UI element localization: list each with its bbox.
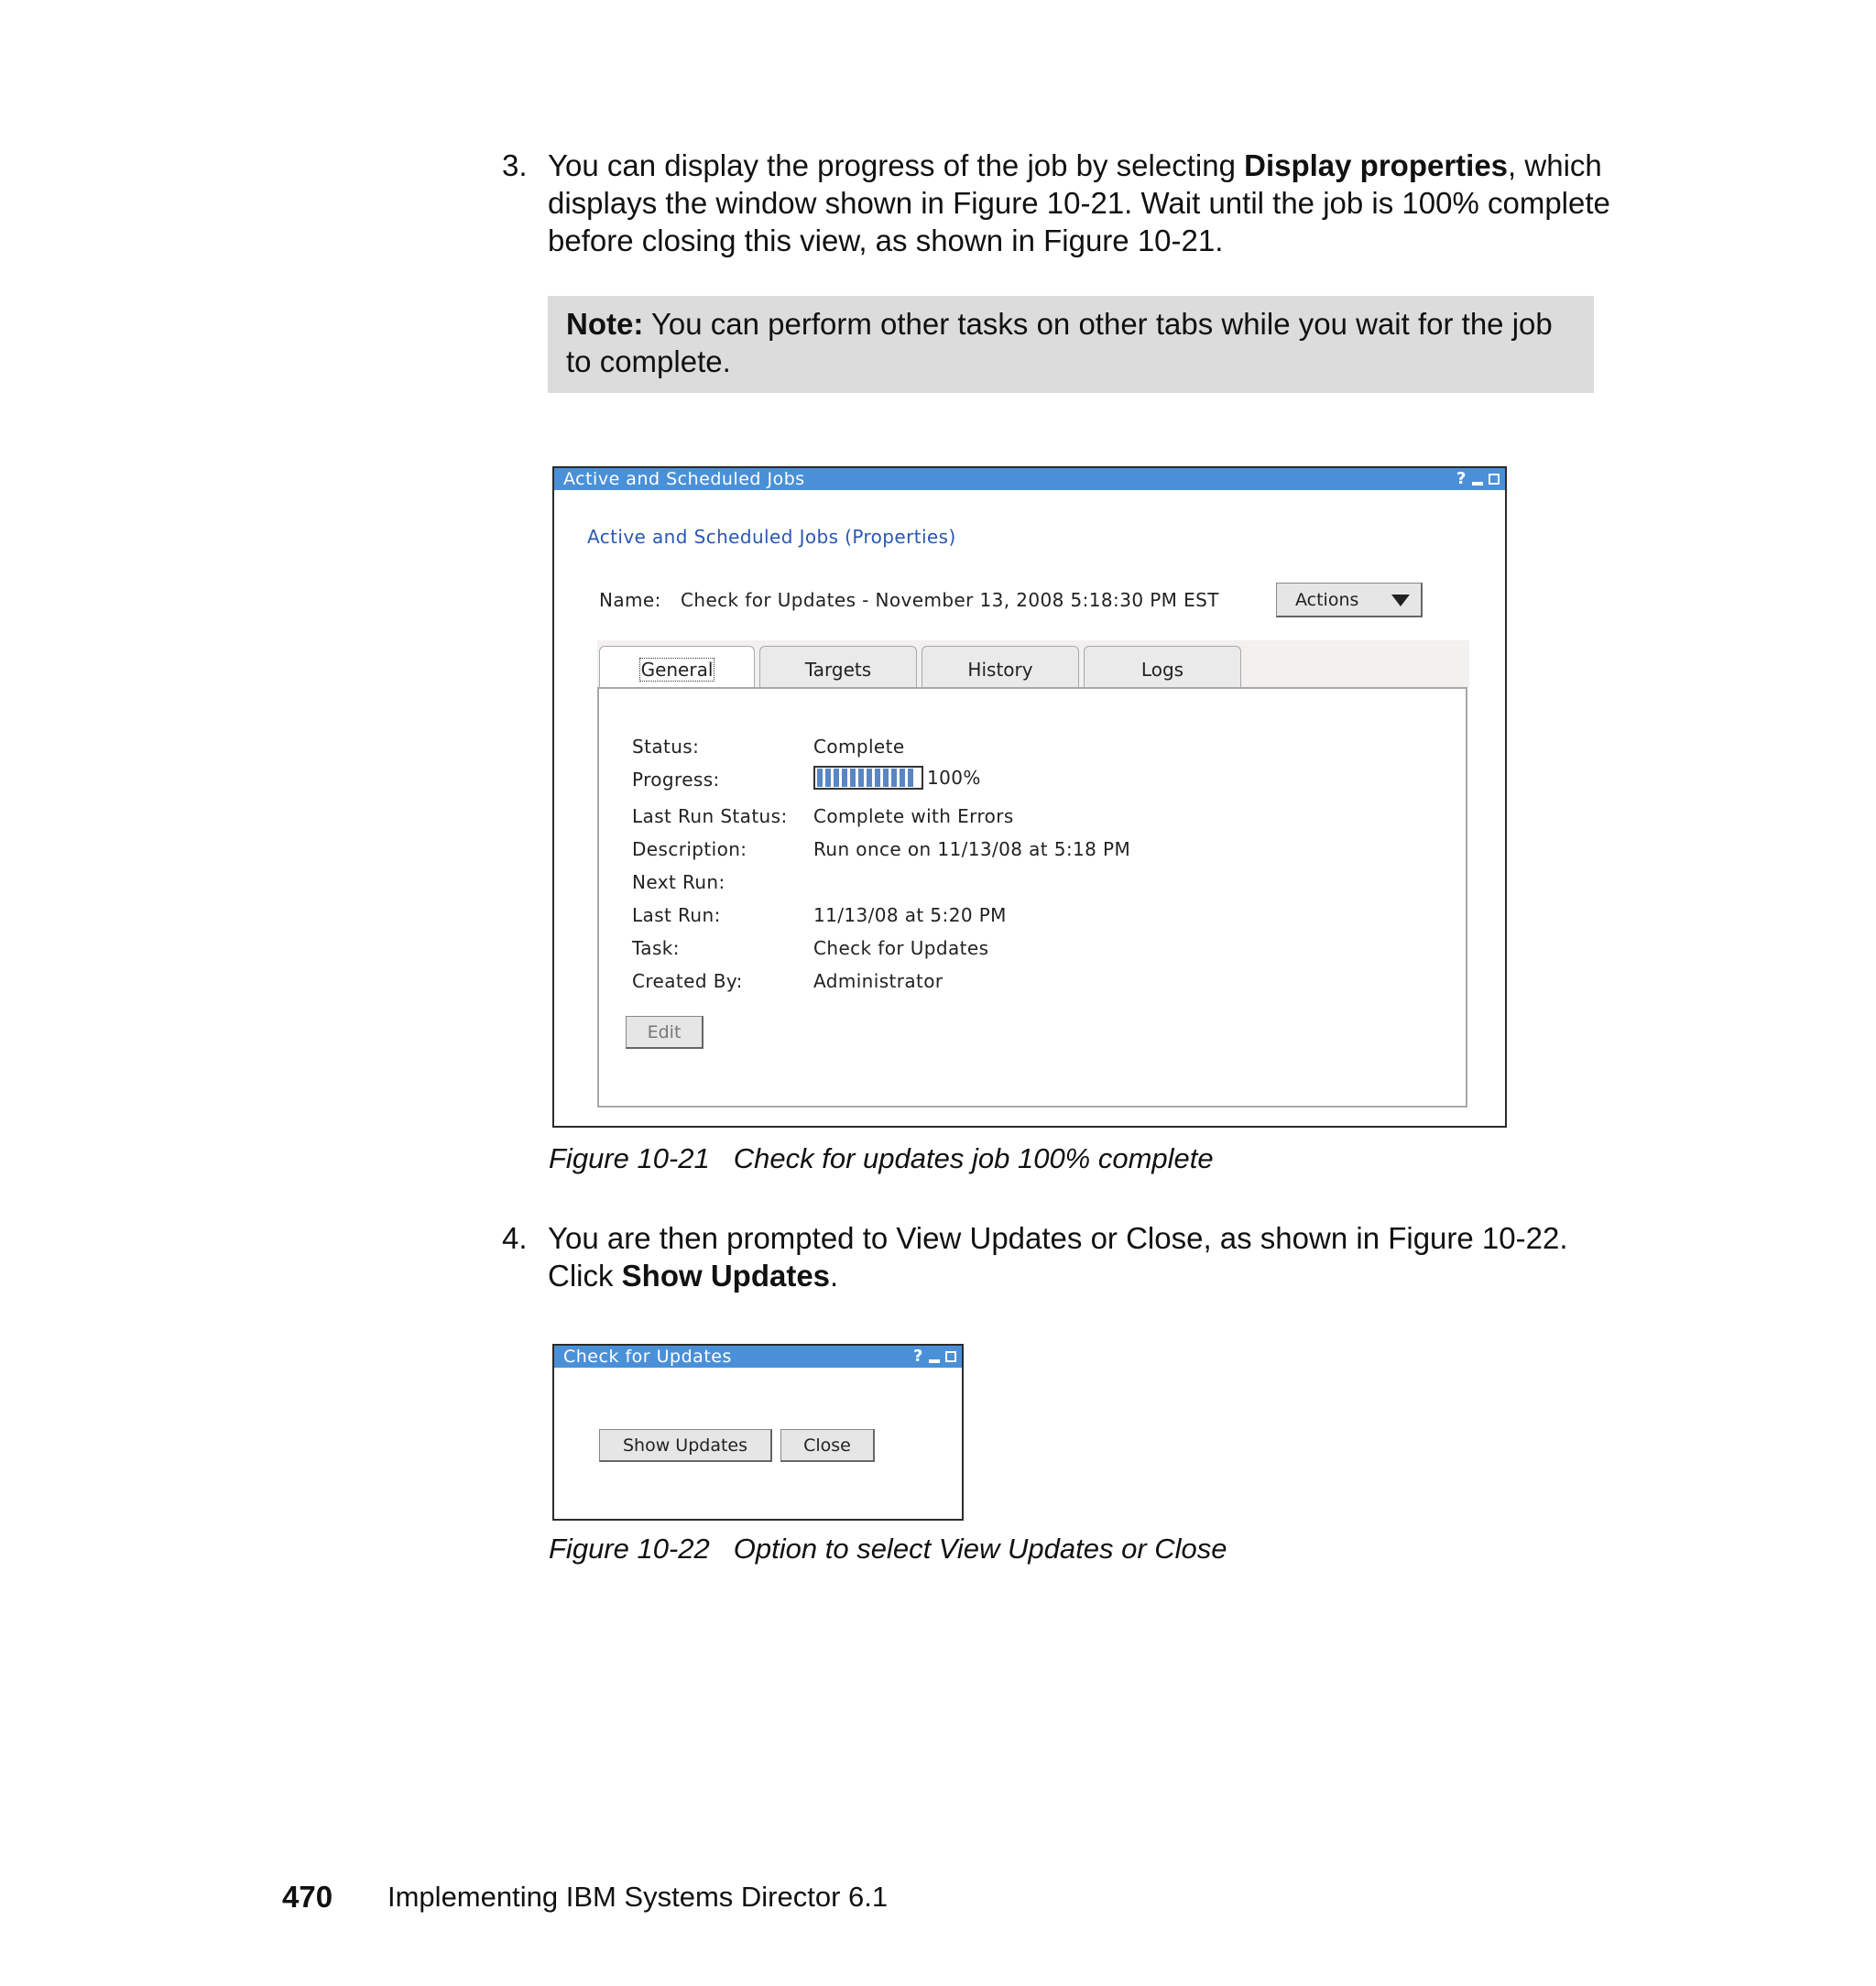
edit-button[interactable]: Edit (626, 1016, 704, 1049)
last-run-status-label: Last Run Status: (632, 805, 788, 827)
progress-segment (858, 769, 864, 787)
general-panel (597, 687, 1467, 1108)
step-bold: Display properties (1244, 148, 1509, 182)
step-text-b: , which displays the window shown in Figure 10-21. Wait until the job is 100% complete before closing this view, as shown in Figure 10-21. (548, 148, 1610, 257)
caption-number: Figure 10-22 (549, 1533, 710, 1565)
description-label: Description: (632, 838, 747, 860)
close-button[interactable]: Close (780, 1429, 875, 1462)
progress-segment (900, 769, 905, 787)
progress-segment (867, 769, 872, 787)
note-text (566, 305, 1583, 380)
tab-targets-label: Targets (804, 659, 872, 681)
tab-general-label: General (640, 659, 714, 681)
minimize-icon[interactable] (1472, 482, 1483, 486)
maximize-icon[interactable] (945, 1351, 956, 1362)
description-value: Run once on 11/13/08 at 5:18 PM (813, 838, 1131, 860)
help-icon[interactable]: ? (913, 1347, 923, 1366)
progress-segment (908, 769, 913, 787)
progress-segment (834, 769, 839, 787)
show-updates-button[interactable]: Show Updates (599, 1429, 772, 1462)
minimize-icon[interactable] (929, 1359, 940, 1363)
tab-history-label: History (967, 659, 1033, 681)
window-title: Active and Scheduled Jobs (563, 469, 805, 489)
created-by-label: Created By: (632, 970, 743, 992)
window-titlebar (554, 468, 1505, 490)
progress-label: Progress: (632, 769, 720, 791)
note-label: Note: (566, 307, 644, 341)
progress-segment (817, 769, 823, 787)
window-titlebar (554, 1346, 962, 1368)
help-icon[interactable]: ? (1456, 469, 1467, 488)
step-number: 3. (502, 148, 528, 182)
step-text (548, 147, 1629, 259)
status-label: Status: (632, 736, 700, 758)
step-text (548, 1219, 1629, 1294)
caption-number: Figure 10-21 (549, 1142, 710, 1174)
step-text-a: You can display the progress of the job by selecting (548, 148, 1245, 182)
progress-segment (850, 769, 856, 787)
name-value: Check for Updates - November 13, 2008 5:18:30 PM EST (681, 589, 1219, 611)
last-run-label: Last Run: (632, 904, 721, 926)
tab-targets[interactable] (759, 646, 917, 688)
tab-history[interactable] (922, 646, 1079, 688)
caption-text: Check for updates job 100% complete (733, 1142, 1214, 1174)
progress-bar (813, 766, 923, 790)
status-value: Complete (813, 736, 905, 758)
tab-general[interactable] (599, 646, 755, 690)
progress-segment (891, 769, 897, 787)
book-title: Implementing IBM Systems Director 6.1 (387, 1881, 889, 1913)
progress-segment (825, 769, 831, 787)
step-text-b: . (830, 1259, 839, 1293)
actions-dropdown[interactable] (1276, 583, 1423, 617)
progress-row (813, 766, 981, 790)
page-number: 470 (282, 1880, 333, 1914)
created-by-value: Administrator (813, 970, 943, 992)
properties-heading: Active and Scheduled Jobs (Properties) (587, 526, 956, 548)
step-number: 4. (502, 1221, 528, 1255)
step-bold: Show Updates (621, 1259, 831, 1293)
maximize-icon[interactable] (1489, 474, 1500, 485)
tab-logs[interactable] (1084, 646, 1241, 688)
caption-text: Option to select View Updates or Close (733, 1533, 1227, 1565)
progress-segment (875, 769, 880, 787)
window-title: Check for Updates (563, 1347, 732, 1367)
next-run-label: Next Run: (632, 871, 725, 893)
task-label: Task: (632, 937, 680, 959)
note-box (548, 296, 1594, 393)
task-value: Check for Updates (813, 937, 989, 959)
figure-21-caption (549, 1142, 1214, 1175)
step-text-a: You are then prompted to View Updates or Close, as shown in Figure 10-22. Click (548, 1221, 1568, 1293)
last-run-value: 11/13/08 at 5:20 PM (813, 904, 1007, 926)
tab-logs-label: Logs (1140, 659, 1184, 681)
last-run-status-value: Complete with Errors (813, 805, 1014, 827)
figure-22-caption (549, 1533, 1227, 1566)
name-label: Name: (599, 589, 661, 611)
progress-value: 100% (927, 767, 981, 789)
note-body: You can perform other tasks on other tabs while you wait for the job to complete. (566, 307, 1553, 378)
actions-label: Actions (1295, 590, 1359, 610)
chevron-down-icon (1391, 595, 1410, 607)
progress-segment (883, 769, 889, 787)
progress-segment (842, 769, 847, 787)
